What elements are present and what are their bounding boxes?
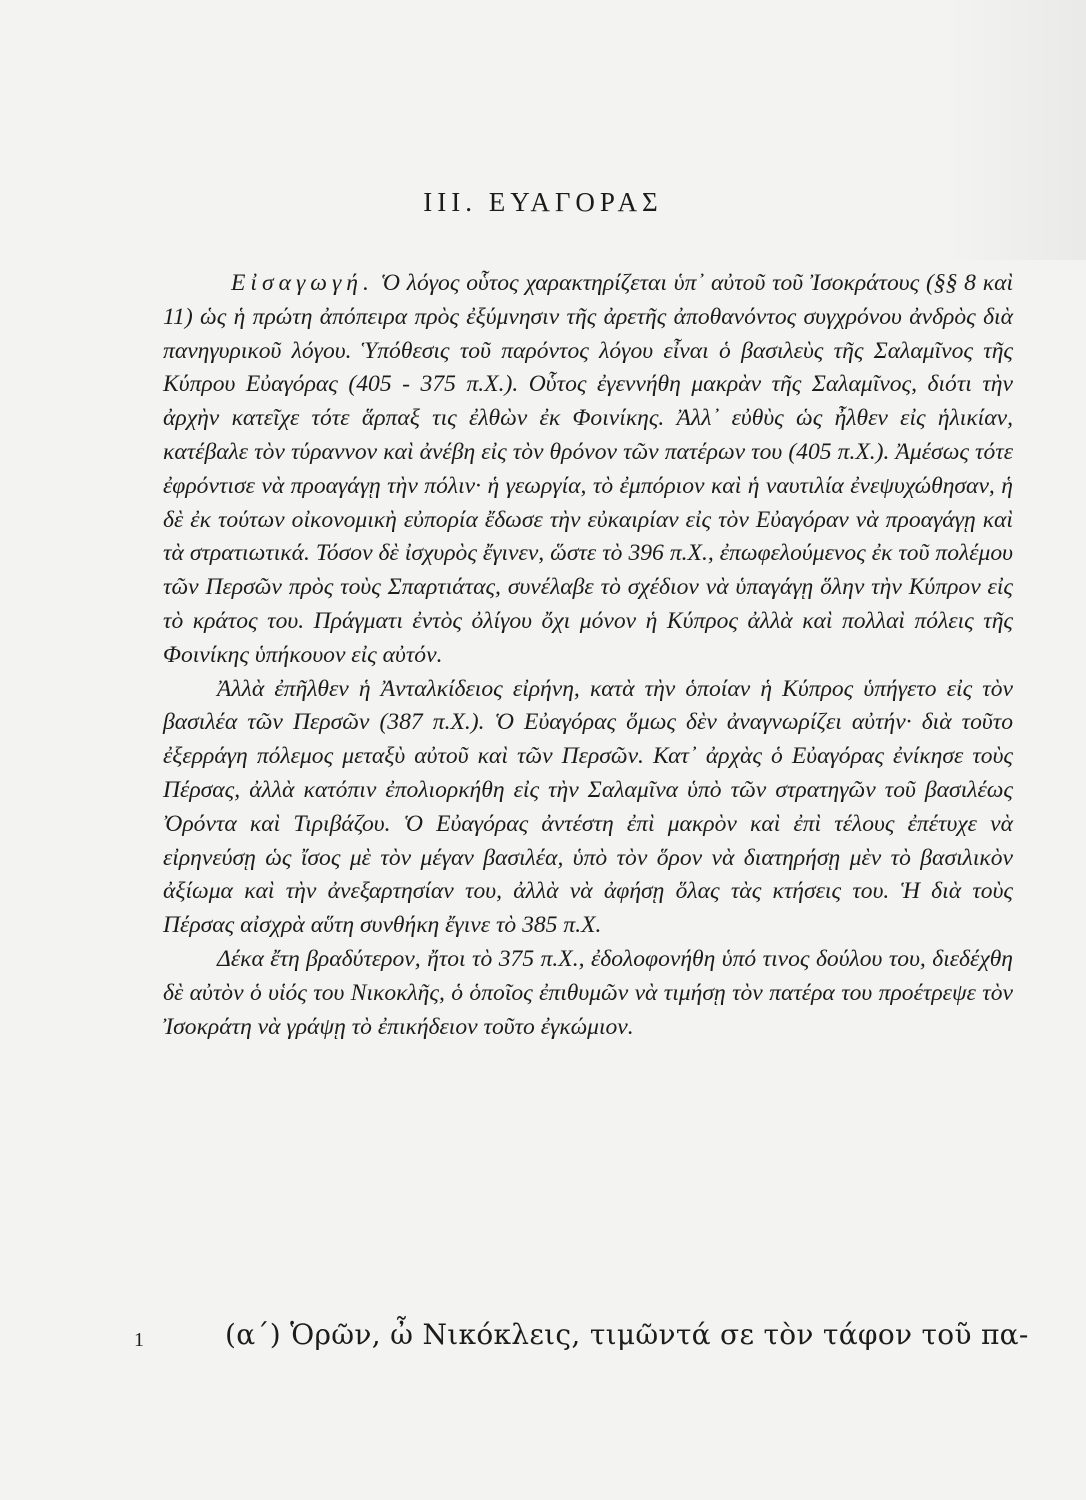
intro-heading: Εἰσαγωγή. [231,270,374,296]
intro-paragraph-3: Δέκα ἔτη βραδύτερον, ἤτοι τὸ 375 π.Χ., ἐδολοφονήθη ὑπό τινος δούλου του, διεδέχθη δὲ αὐτὸν ὁ υἱός του Νικοκλῆς, ὁ ὁποῖος ἐπιθυμῶν νὰ τιμήσῃ τὸν πατέρα του προέτρεψε τὸν Ἰσοκράτη νὰ γράψῃ τὸ ἐπικήδειον τοῦτο ἐγκώμιον. [163,945,1013,1040]
introduction-section [163,267,1013,1044]
greek-text-line: (α΄) Ὁρῶν, ὦ Νικόκλεις, τιμῶντά σε τὸν τάφον τοῦ πα- [225,1318,1029,1351]
page-shadow [946,0,1086,260]
intro-paragraph-1 [163,267,1013,673]
line-number: 1 [134,1329,144,1351]
intro-paragraph-2: Ἀλλὰ ἐπῆλθεν ἡ Ἀνταλκίδειος εἰρήνη, κατὰ τὴν ὁποίαν ἡ Κύπρος ὑπήγετο εἰς τὸν βασιλέα τῶν Περσῶν (387 π.Χ.). Ὁ Εὐαγόρας ὅμως δὲν ἀναγνωρίζει αὐτήν· διὰ τοῦτο ἐξερράγη πόλεμος μεταξὺ αὐτοῦ καὶ τῶν Περσῶν. Κατ᾽ ἀρχὰς ὁ Εὐαγόρας ἐνίκησε τοὺς Πέρσας, ἀλλὰ κατόπιν ἐπολιορκήθη εἰς τὴν Σαλαμῖνα ὑπὸ τῶν στρατηγῶν τοῦ βασιλέως Ὀρόντα καὶ Τιριβάζου. Ὁ Εὐαγόρας ἀντέστη ἐπὶ μακρὸν καὶ ἐπὶ τέλους ἐπέτυχε νὰ εἰρηνεύσῃ ὡς ἴσος μὲ τὸν μέγαν βασιλέα, ὑπὸ τὸν ὅρον νὰ διατηρήσῃ μὲν τὸ βασιλικὸν ἀξίωμα καὶ τὴν ἀνεξαρτησίαν του, ἀλλὰ νὰ ἀφήσῃ ὅλας τὰς κτήσεις του. Ἡ διὰ τοὺς Πέρσας αἰσχρὰ αὕτη συνθήκη ἔγινε τὸ 385 π.Χ. [163,675,1013,939]
chapter-title: III. ΕΥΑΓΟΡΑΣ [423,187,663,217]
intro-paragraph-1-text: Ὁ λόγος οὗτος χαρακτηρίζεται ὑπ᾽ αὐτοῦ τοῦ Ἰσοκράτους (§§ 8 καὶ 11) ὡς ἡ πρώτη ἀπόπειρα πρὸς ἐξύμνησιν τῆς ἀρετῆς ἀποθανόντος συγχρόνου ἀνδρὸς διὰ πανηγυρικοῦ λόγου. Ὑπόθεσις τοῦ παρόντος λόγου εἶναι ὁ βασιλεὺς τῆς Σαλαμῖνος τῆς Κύπρου Εὐαγόρας (405 - 375 π.Χ.). Οὗτος ἐγεννήθη μακρὰν τῆς Σαλαμῖνος, διότι τὴν ἀρχὴν κατεῖχε τότε ἅρπαξ τις ἐλθὼν ἐκ Φοινίκης. Ἀλλ᾽ εὐθὺς ὡς ἦλθεν εἰς ἡλικίαν, κατέβαλε τὸν τύραννον καὶ ἀνέβη εἰς τὸν θρόνον τῶν πατέρων του (405 π.Χ.). Ἀμέσως τότε ἐφρόντισε νὰ προαγάγῃ τὴν πόλιν· ἡ γεωργία, τὸ ἐμπόριον καὶ ἡ ναυτιλία ἐνεψυχώθησαν, ἡ δὲ ἐκ τούτων οἰκονομικὴ εὐπορία ἔδωσε τὴν εὐκαιρίαν εἰς τὸν Εὐαγόραν νὰ προαγάγῃ καὶ τὰ στρατιωτικά. Τόσον δὲ ἰσχυρὸς ἔγινεν, ὥστε τὸ 396 π.Χ., ἐπωφελούμενος ἐκ τοῦ πολέμου τῶν Περσῶν πρὸς τοὺς Σπαρτιάτας, συνέλαβε τὸ σχέδιον νὰ ὑπαγάγῃ ὅλην τὴν Κύπρον εἰς τὸ κράτος του. Πράγματι ἐντὸς ὀλίγου ὄχι μόνον ἡ Κύπρος ἀλλὰ καὶ πολλαὶ πόλεις τῆς Φοινίκης ὑπήκουον εἰς αὐτόν. [163,270,1014,668]
